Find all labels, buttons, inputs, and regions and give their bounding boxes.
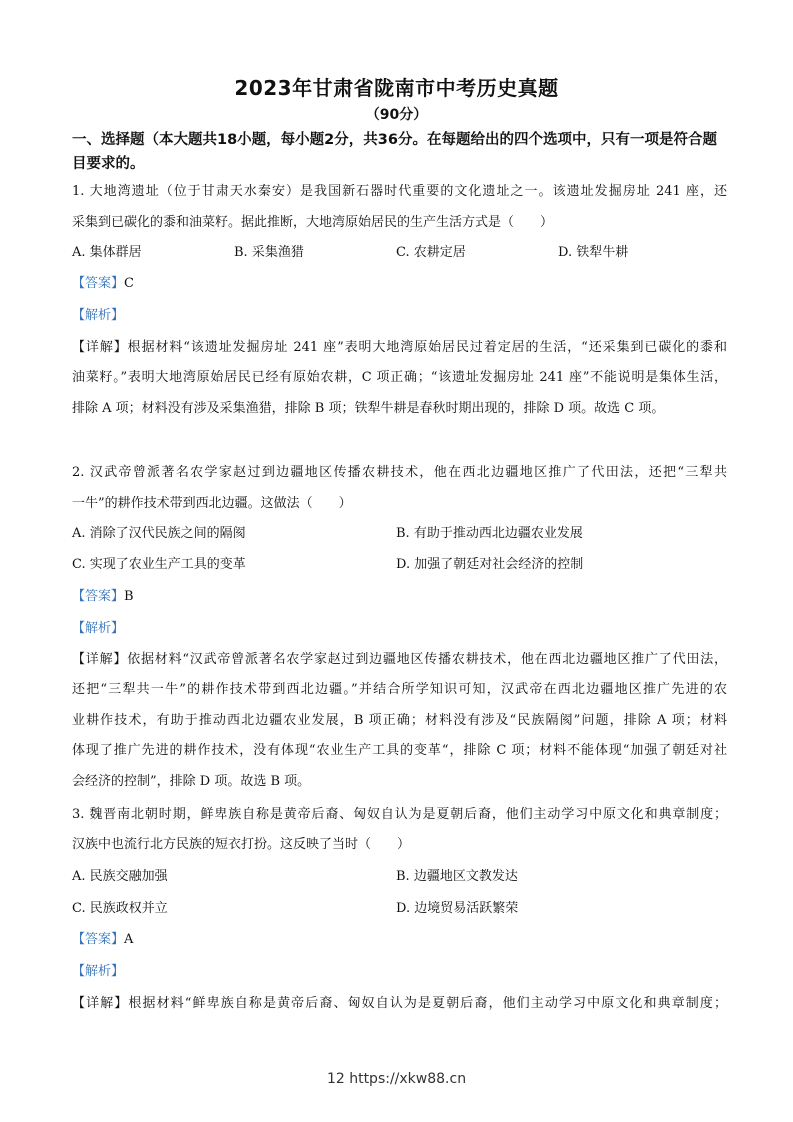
- detail-text: 依据材料“汉武帝曾派著名农学家赵过到边疆地区传播农耕技术，他在西北边疆地区推广了代田法，: [127, 652, 727, 667]
- question-2-stem-line-1: 2. 汉武帝曾派著名农学家赵过到边疆地区传播农耕技术，他在西北边疆地区推广了代田法，还把“三犁共: [72, 465, 727, 480]
- question-2-answer: [72, 586, 727, 608]
- question-3-option-d: D. 边境贸易活跃繁荣: [396, 901, 519, 916]
- question-2-stem-line-2: 一牛”的耕作技术带到西北边疆。这做法（ ）: [72, 496, 352, 511]
- question-3-detail-line-1: [72, 993, 727, 1015]
- detail-text: 根据材料“鲜卑族自称是黄帝后裔、匈奴自认为是夏朝后裔，他们主动学习中原文化和典章制度；: [128, 996, 727, 1011]
- question-1-stem-line-1: 1. 大地湾遗址（位于甘肃天水秦安）是我国新石器时代重要的文化遗址之一。该遗址发掘房址 241 座，还: [72, 184, 727, 199]
- detail-label: 【详解】: [72, 652, 128, 667]
- answer-value: C: [124, 276, 134, 291]
- question-2-detail-line-3: 业耕作技术，有助于推动西北边疆农业发展，B 项正确；材料没有涉及“民族隔阂”问题，排除 A 项；材料: [72, 713, 727, 728]
- question-2-detail-line-2: 还把“三犁共一牛”的耕作技术带到西北边疆。”并结合所学知识可知，汉武帝在西北边疆地区推广先进的农: [72, 682, 727, 697]
- detail-label: 【详解】: [72, 340, 128, 355]
- question-2-option-b: B. 有助于推动西北边疆农业发展: [396, 526, 583, 541]
- question-1-detail-line-1: [72, 337, 727, 359]
- question-3-option-c: C. 民族政权并立: [72, 901, 168, 916]
- question-3-stem-line-1: 3. 魏晋南北朝时期，鲜卑族自称是黄帝后裔、匈奴自认为是夏朝后裔，他们主动学习中原文化和典章制度；: [72, 807, 727, 822]
- detail-label: 【详解】: [72, 996, 129, 1011]
- answer-label: 【答案】: [72, 932, 125, 947]
- answer-value: B: [124, 589, 134, 604]
- page-footer: 12 https://xkw88.cn: [326, 1071, 467, 1087]
- question-1-detail-line-2: 油菜籽。”表明大地湾原始居民已经有原始农耕，C 项正确；“该遗址发掘房址 241 座”不能说明是集体生活，: [72, 370, 727, 385]
- question-2-analysis: [72, 618, 727, 640]
- analysis-label: 【解析】: [72, 621, 125, 636]
- analysis-label: 【解析】: [72, 308, 125, 323]
- question-3-option-b: B. 边疆地区文教发达: [396, 869, 518, 884]
- question-1-stem-line-2: 采集到已碳化的黍和油菜籽。据此推断，大地湾原始居民的生产生活方式是（ ）: [72, 215, 554, 230]
- question-1-option-c: C. 农耕定居: [396, 245, 466, 260]
- question-1-detail-line-3: 排除 A 项；材料没有涉及采集渔猎，排除 B 项；铁犁牛耕是春秋时期出现的，排除 D 项。故选 C 项。: [72, 401, 665, 416]
- question-2-option-c: C. 实现了农业生产工具的变革: [72, 557, 246, 572]
- question-1-option-d: D. 铁犁牛耕: [558, 245, 629, 260]
- question-1-analysis: [72, 305, 727, 327]
- page-subtitle: （90分）: [365, 107, 428, 123]
- question-2-option-d: D. 加强了朝廷对社会经济的控制: [396, 557, 584, 572]
- question-3-stem-line-2: 汉族中也流行北方民族的短衣打扮。这反映了当时（ ）: [72, 837, 411, 852]
- answer-label: 【答案】: [72, 276, 125, 291]
- question-2-detail-line-5: 会经济的控制”，排除 D 项。故选 B 项。: [72, 774, 311, 789]
- question-2-option-a: A. 消除了汉代民族之间的隔阂: [72, 526, 246, 541]
- question-2-detail-line-1: [72, 649, 727, 671]
- question-3-option-a: A. 民族交融加强: [72, 869, 168, 884]
- section-heading: 一、选择题（本大题共18小题，每小题2分，共36分。在每题给出的四个选项中，只有一项是符合题目要求的。: [72, 132, 717, 172]
- detail-text: 根据材料“该遗址发掘房址 241 座”表明大地湾原始居民过着定居的生活，“还采集到已碳化的黍和: [127, 340, 727, 355]
- question-2-detail-line-4: 体现了推广先进的耕作技术，没有体现“农业生产工具的变革“，排除 C 项；材料不能体现“加强了朝廷对社: [72, 743, 727, 758]
- question-1-option-b: B. 采集渔猎: [234, 245, 304, 260]
- question-1-answer: [72, 273, 727, 295]
- question-3-answer: [72, 929, 727, 951]
- question-1-option-a: A. 集体群居: [72, 245, 142, 260]
- answer-value: A: [124, 932, 134, 947]
- answer-label: 【答案】: [72, 589, 125, 604]
- page-title: 2023年甘肃省陇南市中考历史真题: [234, 76, 559, 100]
- question-3-analysis: [72, 961, 727, 983]
- analysis-label: 【解析】: [72, 964, 125, 979]
